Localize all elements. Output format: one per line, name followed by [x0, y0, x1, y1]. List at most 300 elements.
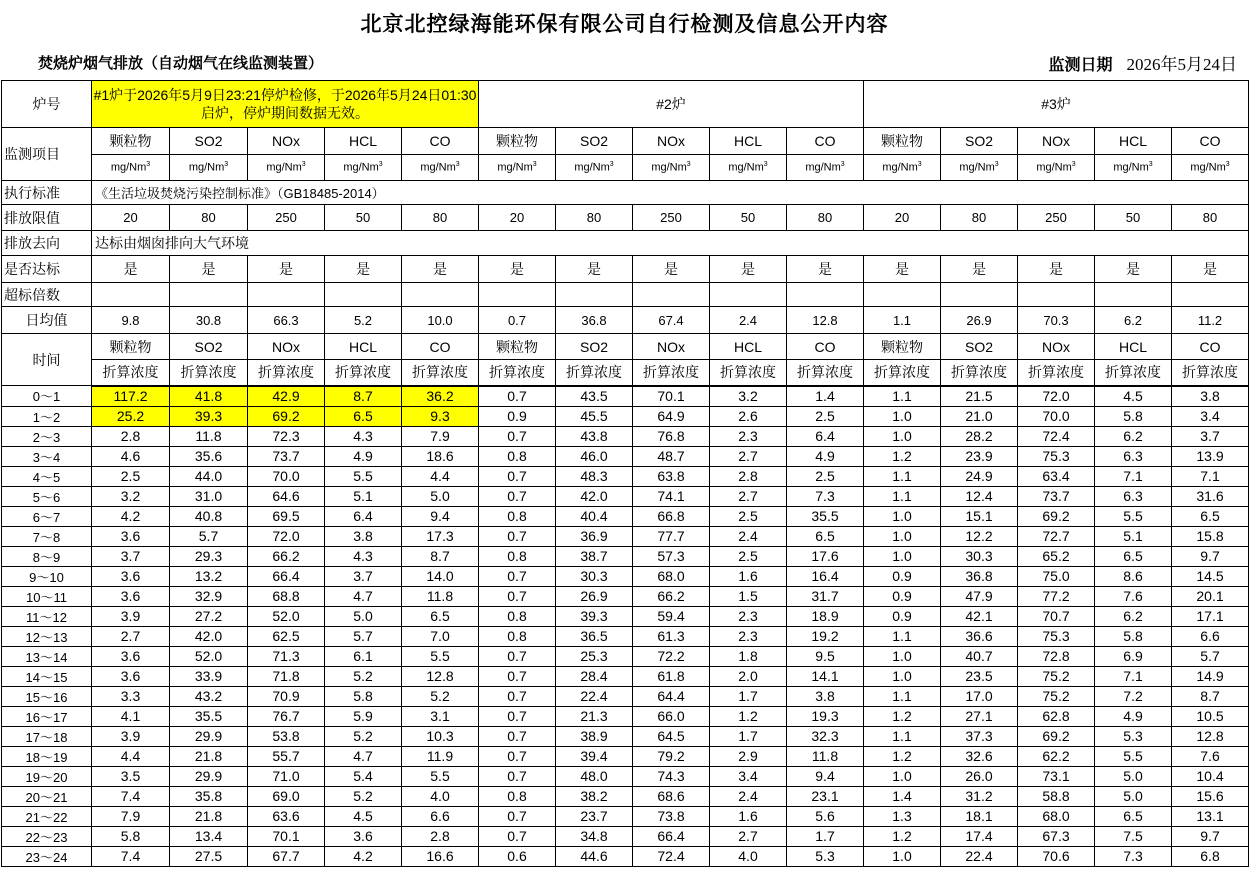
- value-cell: 3.7: [1172, 426, 1249, 446]
- value-cell: 64.9: [633, 406, 710, 426]
- daily-average: 5.2: [325, 307, 402, 334]
- value-cell: 7.0: [402, 626, 479, 646]
- value-cell: 75.3: [1018, 446, 1095, 466]
- limit-value: 80: [787, 205, 864, 231]
- value-cell: 4.3: [325, 426, 402, 446]
- value-cell: 55.7: [248, 746, 325, 766]
- value-cell: 6.3: [1095, 446, 1172, 466]
- daily-average: 10.0: [402, 307, 479, 334]
- value-cell: 5.9: [325, 706, 402, 726]
- time-cell: 12～13: [2, 626, 92, 646]
- value-cell: 5.7: [1172, 646, 1249, 666]
- value-cell: 36.9: [556, 526, 633, 546]
- value-cell: 31.2: [941, 786, 1018, 806]
- value-cell: 3.2: [92, 486, 170, 506]
- table-row: [2, 546, 1249, 566]
- converted-label: 折算浓度: [479, 360, 556, 386]
- exceed-value: [941, 283, 1018, 307]
- value-cell: 0.9: [864, 606, 941, 626]
- value-cell: 23.5: [941, 666, 1018, 686]
- value-cell: 9.7: [1172, 826, 1249, 846]
- value-cell: 2.3: [710, 626, 787, 646]
- time-cell: 3～4: [2, 446, 92, 466]
- value-cell: 1.0: [864, 506, 941, 526]
- daily-average: 36.8: [556, 307, 633, 334]
- value-cell: 10.3: [402, 726, 479, 746]
- value-cell: 7.5: [1095, 826, 1172, 846]
- value-cell: 7.4: [92, 846, 170, 866]
- value-cell: 1.1: [864, 726, 941, 746]
- value-cell: 7.3: [1095, 846, 1172, 866]
- value-cell: 12.2: [941, 526, 1018, 546]
- value-cell: 70.0: [1018, 406, 1095, 426]
- converted-label: 折算浓度: [1172, 360, 1249, 386]
- value-cell: 79.2: [633, 746, 710, 766]
- unit-cell: mg/Nm$^3$: [1172, 155, 1249, 181]
- value-cell: 0.8: [479, 546, 556, 566]
- value-cell: 4.3: [325, 546, 402, 566]
- pollutant-header-f1: SO2: [170, 334, 248, 360]
- daily-label: 日均值: [2, 307, 92, 334]
- time-cell: 14～15: [2, 666, 92, 686]
- value-cell: 42.0: [170, 626, 248, 646]
- time-cell: 7～8: [2, 526, 92, 546]
- value-cell: 66.4: [248, 566, 325, 586]
- value-cell: 8.7: [325, 386, 402, 407]
- value-cell: 3.8: [325, 526, 402, 546]
- time-cell: 11～12: [2, 606, 92, 626]
- compliant-value: 是: [556, 256, 633, 283]
- value-cell: 0.7: [479, 726, 556, 746]
- limit-value: 50: [1095, 205, 1172, 231]
- limit-value: 250: [633, 205, 710, 231]
- value-cell: 6.3: [1095, 486, 1172, 506]
- exceed-value: [402, 283, 479, 307]
- daily-average: 11.2: [1172, 307, 1249, 334]
- value-cell: 3.9: [92, 606, 170, 626]
- value-cell: 1.1: [864, 626, 941, 646]
- pollutant-header-f3: NOx: [1018, 334, 1095, 360]
- time-cell: 5～6: [2, 486, 92, 506]
- standard-label: 执行标准: [2, 181, 92, 205]
- compliant-label: 是否达标: [2, 256, 92, 283]
- value-cell: 69.0: [248, 786, 325, 806]
- value-cell: 2.5: [787, 466, 864, 486]
- value-cell: 4.0: [710, 846, 787, 866]
- pollutant-header-f3: HCL: [1095, 334, 1172, 360]
- value-cell: 23.9: [941, 446, 1018, 466]
- converted-label: 折算浓度: [864, 360, 941, 386]
- table-row: [2, 726, 1249, 746]
- pollutant-header-f2: HCL: [710, 334, 787, 360]
- daily-average: 30.8: [170, 307, 248, 334]
- value-cell: 1.3: [864, 806, 941, 826]
- converted-label: 折算浓度: [92, 360, 170, 386]
- converted-label: 折算浓度: [787, 360, 864, 386]
- value-cell: 62.8: [1018, 706, 1095, 726]
- value-cell: 35.5: [787, 506, 864, 526]
- compliant-value: 是: [941, 256, 1018, 283]
- value-cell: 0.7: [479, 746, 556, 766]
- value-cell: 16.6: [402, 846, 479, 866]
- value-cell: 70.0: [248, 466, 325, 486]
- time-cell: 10～11: [2, 586, 92, 606]
- pollutant-header-f3: 颗粒物: [864, 128, 941, 155]
- value-cell: 25.3: [556, 646, 633, 666]
- value-cell: 48.0: [556, 766, 633, 786]
- value-cell: 0.7: [479, 486, 556, 506]
- value-cell: 1.5: [710, 586, 787, 606]
- value-cell: 77.7: [633, 526, 710, 546]
- value-cell: 5.8: [1095, 406, 1172, 426]
- value-cell: 40.4: [556, 506, 633, 526]
- value-cell: 17.0: [941, 686, 1018, 706]
- value-cell: 74.1: [633, 486, 710, 506]
- value-cell: 74.3: [633, 766, 710, 786]
- daily-average: 70.3: [1018, 307, 1095, 334]
- limit-value: 250: [1018, 205, 1095, 231]
- value-cell: 70.1: [633, 386, 710, 407]
- value-cell: 15.1: [941, 506, 1018, 526]
- value-cell: 3.7: [325, 566, 402, 586]
- pollutant-header-f1: HCL: [325, 334, 402, 360]
- value-cell: 28.4: [556, 666, 633, 686]
- value-cell: 2.6: [710, 406, 787, 426]
- value-cell: 66.2: [633, 586, 710, 606]
- value-cell: 65.2: [1018, 546, 1095, 566]
- value-cell: 68.6: [633, 786, 710, 806]
- value-cell: 57.3: [633, 546, 710, 566]
- value-cell: 5.5: [402, 646, 479, 666]
- value-cell: 3.6: [92, 646, 170, 666]
- unit-cell: mg/Nm$^3$: [1095, 155, 1172, 181]
- converted-label: 折算浓度: [1095, 360, 1172, 386]
- value-cell: 31.7: [787, 586, 864, 606]
- pollutant-header-f1: 颗粒物: [92, 128, 170, 155]
- value-cell: 75.2: [1018, 666, 1095, 686]
- value-cell: 6.6: [402, 806, 479, 826]
- pollutant-header-f1: HCL: [325, 128, 402, 155]
- value-cell: 3.8: [787, 686, 864, 706]
- value-cell: 59.4: [633, 606, 710, 626]
- value-cell: 15.8: [1172, 526, 1249, 546]
- value-cell: 7.6: [1095, 586, 1172, 606]
- value-cell: 1.2: [864, 746, 941, 766]
- limit-value: 80: [170, 205, 248, 231]
- value-cell: 0.8: [479, 606, 556, 626]
- value-cell: 8.7: [402, 546, 479, 566]
- value-cell: 2.3: [710, 606, 787, 626]
- converted-label: 折算浓度: [710, 360, 787, 386]
- table-subtitle: 焚烧炉烟气排放（自动烟气在线监测装置）: [38, 54, 324, 72]
- value-cell: 66.2: [248, 546, 325, 566]
- pollutant-header-f2: 颗粒物: [479, 128, 556, 155]
- table-row: [2, 426, 1249, 446]
- value-cell: 43.8: [556, 426, 633, 446]
- value-cell: 29.9: [170, 726, 248, 746]
- value-cell: 61.8: [633, 666, 710, 686]
- time-cell: 18～19: [2, 746, 92, 766]
- compliant-value: 是: [325, 256, 402, 283]
- value-cell: 40.8: [170, 506, 248, 526]
- value-cell: 2.4: [710, 526, 787, 546]
- value-cell: 72.8: [1018, 646, 1095, 666]
- table-row: [2, 666, 1249, 686]
- pollutant-header-f3: 颗粒物: [864, 334, 941, 360]
- value-cell: 32.9: [170, 586, 248, 606]
- value-cell: 53.8: [248, 726, 325, 746]
- value-cell: 3.2: [710, 386, 787, 407]
- value-cell: 17.1: [1172, 606, 1249, 626]
- value-cell: 5.5: [1095, 506, 1172, 526]
- daily-average: 0.7: [479, 307, 556, 334]
- value-cell: 42.1: [941, 606, 1018, 626]
- compliant-value: 是: [1172, 256, 1249, 283]
- value-cell: 75.3: [1018, 626, 1095, 646]
- value-cell: 0.8: [479, 626, 556, 646]
- unit-cell: mg/Nm$^3$: [941, 155, 1018, 181]
- value-cell: 58.8: [1018, 786, 1095, 806]
- value-cell: 17.4: [941, 826, 1018, 846]
- item-label: 监测项目: [2, 128, 92, 181]
- table-row: [2, 486, 1249, 506]
- limit-value: 80: [941, 205, 1018, 231]
- compliant-value: 是: [479, 256, 556, 283]
- value-cell: 11.8: [402, 586, 479, 606]
- value-cell: 1.0: [864, 666, 941, 686]
- table-row: [2, 606, 1249, 626]
- destination-text: 达标由烟囱排向大气环境: [92, 231, 1249, 256]
- value-cell: 2.5: [92, 466, 170, 486]
- unit-cell: mg/Nm$^3$: [710, 155, 787, 181]
- value-cell: 9.3: [402, 406, 479, 426]
- time-cell: 22～23: [2, 826, 92, 846]
- value-cell: 3.9: [92, 726, 170, 746]
- value-cell: 68.0: [633, 566, 710, 586]
- pollutant-header-f1: SO2: [170, 128, 248, 155]
- unit-cell: mg/Nm$^3$: [479, 155, 556, 181]
- value-cell: 30.3: [941, 546, 1018, 566]
- destination-label: 排放去向: [2, 231, 92, 256]
- value-cell: 5.3: [1095, 726, 1172, 746]
- value-cell: 0.7: [479, 706, 556, 726]
- table-row: [2, 746, 1249, 766]
- value-cell: 19.3: [787, 706, 864, 726]
- value-cell: 14.1: [787, 666, 864, 686]
- value-cell: 30.3: [556, 566, 633, 586]
- compliant-value: 是: [92, 256, 170, 283]
- value-cell: 27.1: [941, 706, 1018, 726]
- value-cell: 36.6: [941, 626, 1018, 646]
- time-cell: 19～20: [2, 766, 92, 786]
- value-cell: 0.7: [479, 686, 556, 706]
- page-title: 北京北控绿海能环保有限公司自行检测及信息公开内容: [360, 12, 889, 36]
- value-cell: 5.4: [325, 766, 402, 786]
- value-cell: 1.7: [710, 686, 787, 706]
- value-cell: 36.5: [556, 626, 633, 646]
- value-cell: 22.4: [556, 686, 633, 706]
- pollutant-header-f2: HCL: [710, 128, 787, 155]
- compliant-value: 是: [1018, 256, 1095, 283]
- exceed-label: 超标倍数: [2, 283, 92, 307]
- exceed-value: [787, 283, 864, 307]
- value-cell: 1.2: [864, 826, 941, 846]
- value-cell: 32.6: [941, 746, 1018, 766]
- time-cell: 9～10: [2, 566, 92, 586]
- value-cell: 4.1: [92, 706, 170, 726]
- value-cell: 6.5: [1172, 506, 1249, 526]
- value-cell: 62.2: [1018, 746, 1095, 766]
- value-cell: 66.4: [633, 826, 710, 846]
- value-cell: 5.0: [325, 606, 402, 626]
- value-cell: 66.8: [633, 506, 710, 526]
- value-cell: 0.6: [479, 846, 556, 866]
- value-cell: 19.2: [787, 626, 864, 646]
- value-cell: 5.7: [325, 626, 402, 646]
- value-cell: 5.0: [1095, 786, 1172, 806]
- value-cell: 13.1: [1172, 806, 1249, 826]
- value-cell: 69.2: [248, 406, 325, 426]
- value-cell: 3.3: [92, 686, 170, 706]
- daily-average: 12.8: [787, 307, 864, 334]
- time-cell: 16～17: [2, 706, 92, 726]
- limit-value: 20: [864, 205, 941, 231]
- pollutant-header-f1: CO: [402, 128, 479, 155]
- table-row: [2, 806, 1249, 826]
- unit-cell: mg/Nm$^3$: [325, 155, 402, 181]
- value-cell: 0.7: [479, 586, 556, 606]
- value-cell: 48.7: [633, 446, 710, 466]
- value-cell: 5.7: [170, 526, 248, 546]
- value-cell: 6.5: [402, 606, 479, 626]
- monitor-date-value: 2026年5月24日: [1126, 55, 1237, 74]
- limit-value: 50: [325, 205, 402, 231]
- value-cell: 5.8: [1095, 626, 1172, 646]
- exceed-value: [556, 283, 633, 307]
- standard-text: 《生活垃圾焚烧污染控制标准》（GB18485-2014）: [92, 181, 1249, 205]
- value-cell: 0.7: [479, 566, 556, 586]
- pollutant-header-f2: NOx: [633, 334, 710, 360]
- converted-label: 折算浓度: [402, 360, 479, 386]
- value-cell: 7.4: [92, 786, 170, 806]
- pollutant-header-f3: SO2: [941, 128, 1018, 155]
- value-cell: 5.2: [325, 726, 402, 746]
- value-cell: 4.5: [325, 806, 402, 826]
- exceed-value: [1095, 283, 1172, 307]
- value-cell: 5.5: [1095, 746, 1172, 766]
- value-cell: 6.6: [1172, 626, 1249, 646]
- value-cell: 33.9: [170, 666, 248, 686]
- value-cell: 6.5: [1095, 806, 1172, 826]
- daily-average: 67.4: [633, 307, 710, 334]
- value-cell: 71.3: [248, 646, 325, 666]
- value-cell: 68.0: [1018, 806, 1095, 826]
- value-cell: 27.5: [170, 846, 248, 866]
- daily-average: 1.1: [864, 307, 941, 334]
- value-cell: 26.0: [941, 766, 1018, 786]
- value-cell: 37.3: [941, 726, 1018, 746]
- time-cell: 17～18: [2, 726, 92, 746]
- value-cell: 41.8: [170, 386, 248, 407]
- limit-label: 排放限值: [2, 205, 92, 231]
- value-cell: 72.2: [633, 646, 710, 666]
- value-cell: 0.9: [864, 566, 941, 586]
- value-cell: 1.0: [864, 646, 941, 666]
- value-cell: 28.2: [941, 426, 1018, 446]
- value-cell: 29.9: [170, 766, 248, 786]
- value-cell: 16.4: [787, 566, 864, 586]
- value-cell: 12.8: [402, 666, 479, 686]
- pollutant-header-f1: CO: [402, 334, 479, 360]
- value-cell: 0.7: [479, 806, 556, 826]
- value-cell: 4.4: [402, 466, 479, 486]
- value-cell: 5.2: [402, 686, 479, 706]
- value-cell: 38.9: [556, 726, 633, 746]
- compliant-value: 是: [248, 256, 325, 283]
- value-cell: 73.1: [1018, 766, 1095, 786]
- daily-average: 2.4: [710, 307, 787, 334]
- value-cell: 1.0: [864, 426, 941, 446]
- time-cell: 20～21: [2, 786, 92, 806]
- value-cell: 73.8: [633, 806, 710, 826]
- value-cell: 6.4: [787, 426, 864, 446]
- value-cell: 6.8: [1172, 846, 1249, 866]
- value-cell: 4.7: [325, 746, 402, 766]
- value-cell: 36.8: [941, 566, 1018, 586]
- value-cell: 7.3: [787, 486, 864, 506]
- value-cell: 7.9: [92, 806, 170, 826]
- converted-label: 折算浓度: [170, 360, 248, 386]
- time-cell: 8～9: [2, 546, 92, 566]
- table-row: [2, 406, 1249, 426]
- unit-cell: mg/Nm$^3$: [864, 155, 941, 181]
- value-cell: 70.6: [1018, 846, 1095, 866]
- value-cell: 9.7: [1172, 546, 1249, 566]
- value-cell: 2.8: [92, 426, 170, 446]
- value-cell: 3.6: [92, 526, 170, 546]
- value-cell: 1.0: [864, 766, 941, 786]
- time-cell: 23～24: [2, 846, 92, 866]
- value-cell: 73.7: [248, 446, 325, 466]
- exceed-value: [170, 283, 248, 307]
- value-cell: 1.7: [710, 726, 787, 746]
- exceed-value: [1172, 283, 1249, 307]
- value-cell: 9.4: [787, 766, 864, 786]
- value-cell: 0.7: [479, 526, 556, 546]
- value-cell: 12.8: [1172, 726, 1249, 746]
- table-row: [2, 446, 1249, 466]
- value-cell: 18.9: [787, 606, 864, 626]
- pollutant-header-f2: SO2: [556, 334, 633, 360]
- unit-cell: mg/Nm$^3$: [1018, 155, 1095, 181]
- value-cell: 76.7: [248, 706, 325, 726]
- furnace1-note: #1炉于2026年5月9日23:21停炉检修，于2026年5月24日01:30启炉，停炉期间数据无效。: [92, 81, 479, 128]
- compliant-value: 是: [402, 256, 479, 283]
- value-cell: 10.5: [1172, 706, 1249, 726]
- value-cell: 24.9: [941, 466, 1018, 486]
- value-cell: 64.4: [633, 686, 710, 706]
- value-cell: 5.5: [402, 766, 479, 786]
- value-cell: 5.8: [92, 826, 170, 846]
- unit-cell: mg/Nm$^3$: [787, 155, 864, 181]
- value-cell: 1.1: [864, 686, 941, 706]
- value-cell: 14.5: [1172, 566, 1249, 586]
- value-cell: 71.0: [248, 766, 325, 786]
- value-cell: 12.4: [941, 486, 1018, 506]
- value-cell: 5.0: [402, 486, 479, 506]
- time-cell: 6～7: [2, 506, 92, 526]
- emission-table: [1, 80, 1249, 867]
